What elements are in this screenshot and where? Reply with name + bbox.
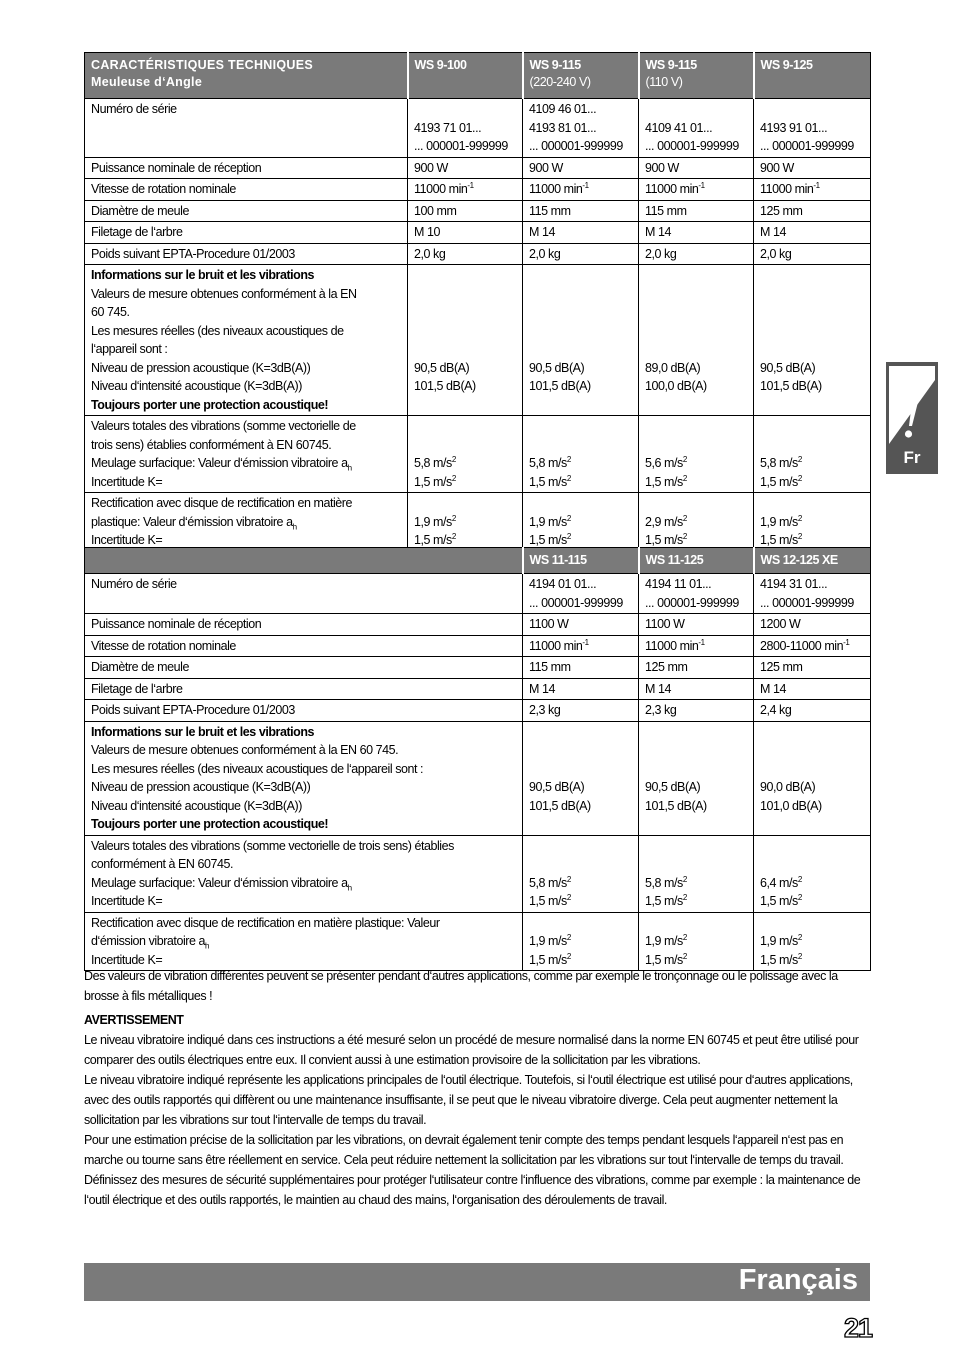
serial-value: 4194 31 01... ... 000001-999999 <box>754 574 871 614</box>
table-row <box>85 222 871 244</box>
weight-value: 2,0 kg <box>639 243 754 265</box>
noise-value: 90,5 dB(A) 101,5 dB(A) <box>639 721 754 835</box>
vibration-note: Des valeurs de vibration différentes peuvent se présenter pendant d‘autres applications, comme par exemple le tronçonnage ou le polissage avec la brosse à fils métalliques ! <box>84 969 838 1003</box>
power-value: 900 W <box>408 157 523 179</box>
weight-label: Poids suivant EPTA-Procedure 01/2003 <box>85 243 408 265</box>
table-row <box>85 721 871 835</box>
table-row <box>85 912 871 971</box>
table-row <box>85 243 871 265</box>
diameter-value: 125 mm <box>754 657 871 679</box>
diameter-value: 115 mm <box>639 200 754 222</box>
serial-value: 4109 41 01... ... 000001-999999 <box>639 99 754 158</box>
noise-label: Informations sur le bruit et les vibrations Valeurs de mesure obtenues conformément à la EN 60 745. Les mesures réelles (des niveaux acoustiques de l‘appareil sont : Niveau de pression acoustique (K=3dB(A)) Niveau d‘intensité acoustique (K=3dB(A)) Toujours porter une protection acoustique! <box>85 721 523 835</box>
speed-value: 11000 $\min^{-1}$ <box>639 179 754 201</box>
thread-label: Filetage de l‘arbre <box>85 678 523 700</box>
weight-value: 2,4 kg <box>754 700 871 722</box>
thread-value: M 14 <box>523 678 639 700</box>
vibration-value: 1,9 $m/s^2$ 1,5 $m/s^2$ <box>408 493 523 552</box>
warning-paragraph: Définissez des mesures de sécurité supplémentaires pour protéger l‘utilisateur contre l‘influence des vibrations, comme par exemple : la maintenance de l‘outil électrique et des outils rapportés, le maintien au chaud des mains, l‘organisation des déroulements de travail. <box>84 1173 861 1207</box>
thread-value: M 14 <box>523 222 639 244</box>
model-header: WS 9-115 (220-240 V) <box>523 53 639 99</box>
table-title: CARACTÉRISTIQUES TECHNIQUES Meuleuse d‘Angle <box>85 53 408 99</box>
table-row <box>85 614 871 636</box>
serial-value: 4194 01 01... ... 000001-999999 <box>523 574 639 614</box>
weight-label: Poids suivant EPTA-Procedure 01/2003 <box>85 700 523 722</box>
weight-value: 2,0 kg <box>754 243 871 265</box>
vibration-value: 6,4 $m/s^2$ 1,5 $m/s^2$ <box>754 835 871 912</box>
speed-value: 11000 $\min^{-1}$ <box>523 635 639 657</box>
vibration-value: 1,9 $m/s^2$ 1,5 $m/s^2$ <box>754 912 871 971</box>
vibration-value: 5,8 $m/s^2$ 1,5 $m/s^2$ <box>639 835 754 912</box>
diameter-value: 100 mm <box>408 200 523 222</box>
speed-value: 11000 $\min^{-1}$ <box>754 179 871 201</box>
vibration-value: 5,8 $m/s^2$ 1,5 $m/s^2$ <box>523 835 639 912</box>
vibration-plastic-label: Rectification avec disque de rectification en matière plastique: Valeur d‘émission vibratoire $a_h$ Incertitude K= <box>85 493 408 552</box>
table-row <box>85 157 871 179</box>
table-row <box>85 416 871 493</box>
noise-label: Informations sur le bruit et les vibrations Valeurs de mesure obtenues conformément à la EN 60 745. Les mesures réelles (des niveaux acoustiques de l‘appareil sont : Niveau de pression acoustique (K=3dB(A)) Niveau d‘intensité acoustique (K=3dB(A)) Toujours porter une protection acoustique! <box>85 265 408 416</box>
vibration-value: 5,8 $m/s^2$ 1,5 $m/s^2$ <box>754 416 871 493</box>
power-value: 900 W <box>523 157 639 179</box>
noise-value: 90,5 dB(A) 101,5 dB(A) <box>408 265 523 416</box>
diameter-value: 115 mm <box>523 657 639 679</box>
warning-paragraph: Pour une estimation précise de la sollicitation par les vibrations, on devrait également tenir compte des temps pendant lesquels l‘appareil n‘est pas en marche ou tourne sans être réellement en service. Cela peut réduire nettement la sollicitation par les vibrations sur tout l‘intervalle de temps du travail. <box>84 1133 844 1167</box>
serial-value: 4193 91 01... ... 000001-999999 <box>754 99 871 158</box>
table-row <box>85 200 871 222</box>
noise-value: 90,5 dB(A) 101,5 dB(A) <box>754 265 871 416</box>
diameter-value: 125 mm <box>754 200 871 222</box>
power-value: 1200 W <box>754 614 871 636</box>
speed-label: Vitesse de rotation nominale <box>85 635 523 657</box>
model-header: WS 12-125 XE <box>754 548 871 574</box>
weight-value: 2,0 kg <box>523 243 639 265</box>
table-row <box>85 657 871 679</box>
thread-value: M 14 <box>754 678 871 700</box>
diameter-label: Diamètre de meule <box>85 657 523 679</box>
thread-value: M 14 <box>639 678 754 700</box>
table-row <box>85 574 871 614</box>
vibration-value: 5,6 $m/s^2$ 1,5 $m/s^2$ <box>639 416 754 493</box>
model-header: WS 9-115 (110 V) <box>639 53 754 99</box>
serial-value: 4193 71 01... ... 000001-999999 <box>408 99 523 158</box>
language-label: Fr <box>903 448 921 467</box>
vibration-surface-label: Valeurs totales des vibrations (somme vectorielle de trois sens) établies conformément à EN 60745. Meulage surfacique: Valeur d‘émission vibratoire $a_h$ Incertitude K= <box>85 835 523 912</box>
noise-value: 90,5 dB(A) 101,5 dB(A) <box>523 721 639 835</box>
diameter-value: 115 mm <box>523 200 639 222</box>
warning-exclamation-icon <box>889 366 935 444</box>
speed-label: Vitesse de rotation nominale <box>85 179 408 201</box>
power-label: Puissance nominale de réception <box>85 614 523 636</box>
thread-value: M 14 <box>754 222 871 244</box>
weight-value: 2,0 kg <box>408 243 523 265</box>
table-header-row <box>85 548 871 574</box>
serial-value: 4194 11 01... ... 000001-999999 <box>639 574 754 614</box>
power-value: 1100 W <box>523 614 639 636</box>
warning-title: AVERTISSEMENT <box>84 1013 184 1027</box>
speed-value: 11000 $\min^{-1}$ <box>523 179 639 201</box>
weight-value: 2,3 kg <box>523 700 639 722</box>
warning-body <box>84 1030 870 1210</box>
vibration-surface-label: Valeurs totales des vibrations (somme vectorielle de trois sens) établies conformément à EN 60745. Meulage surfacique: Valeur d‘émission vibratoire $a_h$ Incertitude K= <box>85 416 408 493</box>
table-row <box>85 265 871 416</box>
spec-table-ws9 <box>84 52 871 552</box>
warning-paragraph: Le niveau vibratoire indiqué représente les applications principales de l‘outil électrique. Toutefois, si l‘outil électrique est utilisé pour d‘autres applications, avec des outils rapportés qui diffèrent ou une maintenance insuffisante, il se peut que le niveau vibratoire diverge. Cela peut augmenter nettement la sollicitation par les vibrations sur tout l‘intervalle de temps du travail. <box>84 1073 853 1127</box>
footer-language-bar <box>84 1263 870 1301</box>
thread-label: Filetage de l‘arbre <box>85 222 408 244</box>
serial-label: Numéro de série <box>85 574 523 614</box>
vibration-value: 5,8 $m/s^2$ 1,5 $m/s^2$ <box>408 416 523 493</box>
warning-paragraph: Le niveau vibratoire indiqué dans ces instructions a été mesuré selon un procédé de mesure normalisé dans la norme EN 60745 et peut être utilisé pour comparer des outils électriques entre eux. Il convient aussi à une estimation provisoire de la sollicitation par les vibrations. <box>84 1033 859 1067</box>
power-label: Puissance nominale de réception <box>85 157 408 179</box>
thread-value: M 14 <box>639 222 754 244</box>
speed-value: 2800-11000 $\min^{-1}$ <box>754 635 871 657</box>
table-title <box>85 548 523 574</box>
diameter-label: Diamètre de meule <box>85 200 408 222</box>
table-row <box>85 635 871 657</box>
serial-value: 4109 46 01... 4193 81 01... ... 000001-999999 <box>523 99 639 158</box>
language-side-tab <box>886 362 938 474</box>
model-header: WS 11-125 <box>639 548 754 574</box>
table-row <box>85 493 871 552</box>
vibration-value: 1,9 $m/s^2$ 1,5 $m/s^2$ <box>523 912 639 971</box>
vibration-plastic-label: Rectification avec disque de rectification en matière plastique: Valeur d‘émission vibratoire $a_h$ Incertitude K= <box>85 912 523 971</box>
serial-label: Numéro de série <box>85 99 408 158</box>
speed-value: 11000 $\min^{-1}$ <box>639 635 754 657</box>
model-header: WS 11-115 <box>523 548 639 574</box>
table-header-row <box>85 53 871 99</box>
spec-table-ws11-ws12 <box>84 547 871 971</box>
page-number: 21 <box>843 1313 872 1343</box>
power-value: 1100 W <box>639 614 754 636</box>
footer-language-title: Français <box>738 1264 858 1296</box>
vibration-value: 5,8 $m/s^2$ 1,5 $m/s^2$ <box>523 416 639 493</box>
power-value: 900 W <box>639 157 754 179</box>
weight-value: 2,3 kg <box>639 700 754 722</box>
diameter-value: 125 mm <box>639 657 754 679</box>
vibration-value: 1,9 $m/s^2$ 1,5 $m/s^2$ <box>523 493 639 552</box>
table-row <box>85 179 871 201</box>
model-header: WS 9-125 <box>754 53 871 99</box>
table-row <box>85 678 871 700</box>
table-row <box>85 99 871 158</box>
noise-value: 90,5 dB(A) 101,5 dB(A) <box>523 265 639 416</box>
power-value: 900 W <box>754 157 871 179</box>
speed-value: 11000 $\min^{-1}$ <box>408 179 523 201</box>
noise-value: 90,0 dB(A) 101,0 dB(A) <box>754 721 871 835</box>
model-header: WS 9-100 <box>408 53 523 99</box>
vibration-value: 1,9 $m/s^2$ 1,5 $m/s^2$ <box>754 493 871 552</box>
vibration-value: 2,9 $m/s^2$ 1,5 $m/s^2$ <box>639 493 754 552</box>
vibration-value: 1,9 $m/s^2$ 1,5 $m/s^2$ <box>639 912 754 971</box>
table-row <box>85 835 871 912</box>
thread-value: M 10 <box>408 222 523 244</box>
table-row <box>85 700 871 722</box>
noise-value: 89,0 dB(A) 100,0 dB(A) <box>639 265 754 416</box>
